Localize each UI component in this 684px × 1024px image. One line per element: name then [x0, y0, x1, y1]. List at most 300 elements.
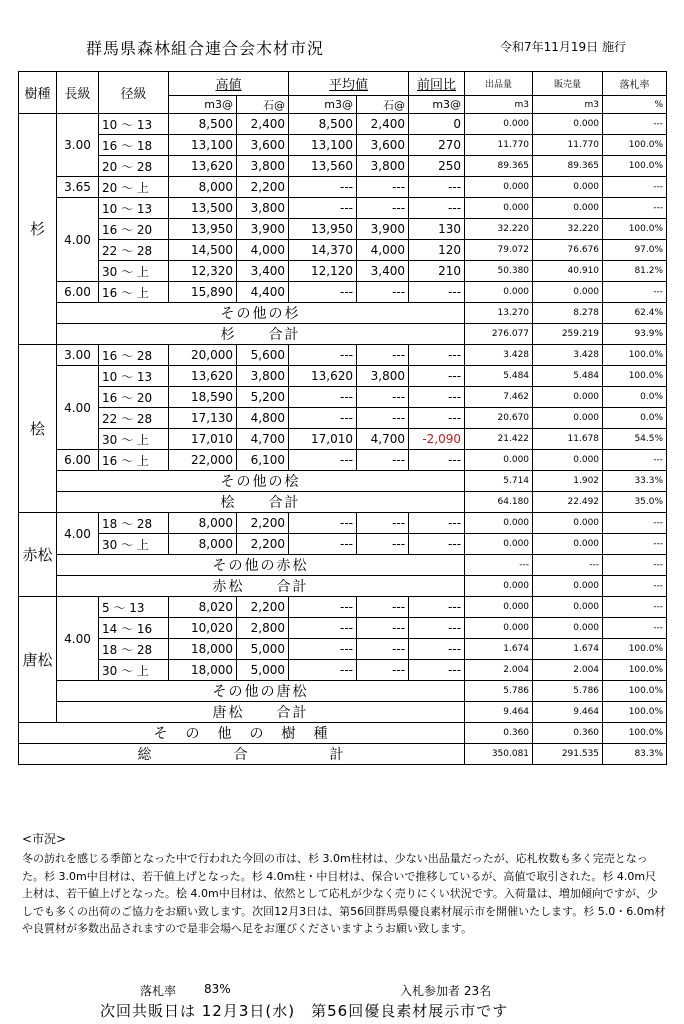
subtotal-row — [19, 576, 667, 597]
avg-m3-cell: --- — [289, 450, 357, 471]
subtotal-label: 赤松 合計 — [57, 576, 465, 597]
prev-cell: 250 — [409, 156, 465, 177]
other-label: その他の唐松 — [57, 681, 465, 702]
diameter-cell: 16 ～ 18 — [99, 135, 169, 156]
diameter-cell: 22 ～ 28 — [99, 408, 169, 429]
rate-cell: 100.0% — [603, 219, 667, 240]
diameter-cell: 16 ～ 20 — [99, 219, 169, 240]
prev-cell: --- — [409, 366, 465, 387]
avg-m3-cell: --- — [289, 177, 357, 198]
rate-cell: 100.0% — [603, 702, 667, 723]
sold-cell: --- — [533, 555, 603, 576]
rate-cell: 81.2% — [603, 261, 667, 282]
sold-cell: 32.220 — [533, 219, 603, 240]
high-koku-cell: 5,000 — [237, 660, 289, 681]
prev-cell: --- — [409, 408, 465, 429]
rate-cell: 100.0% — [603, 135, 667, 156]
shipped-cell: 0.360 — [465, 723, 533, 744]
prev-cell: --- — [409, 660, 465, 681]
sold-cell: 11.678 — [533, 429, 603, 450]
table-row — [19, 639, 667, 660]
subtotal-row — [19, 492, 667, 513]
high-koku-cell: 3,900 — [237, 219, 289, 240]
other-row — [19, 555, 667, 576]
high-m3-cell: 18,000 — [169, 639, 237, 660]
sold-cell: 76.676 — [533, 240, 603, 261]
high-koku-cell: 4,700 — [237, 429, 289, 450]
subtotal-label: 桧 合計 — [57, 492, 465, 513]
sold-cell: 0.360 — [533, 723, 603, 744]
avg-m3-cell: 13,100 — [289, 135, 357, 156]
sold-cell: 40.910 — [533, 261, 603, 282]
diameter-cell: 10 ～ 13 — [99, 366, 169, 387]
other-row — [19, 303, 667, 324]
rate-cell: 93.9% — [603, 324, 667, 345]
unit-high-koku: 石@ — [237, 96, 289, 114]
sold-cell: 89.365 — [533, 156, 603, 177]
shipped-cell: 0.000 — [465, 198, 533, 219]
table-row — [19, 408, 667, 429]
prev-cell: --- — [409, 513, 465, 534]
high-m3-cell: 13,500 — [169, 198, 237, 219]
table-row — [19, 156, 667, 177]
length-cell: 4.00 — [57, 198, 99, 282]
avg-koku-cell: 2,400 — [357, 114, 409, 135]
rate-cell: 100.0% — [603, 681, 667, 702]
prev-cell: -2,090 — [409, 429, 465, 450]
high-koku-cell: 3,800 — [237, 198, 289, 219]
shipped-cell: 9.464 — [465, 702, 533, 723]
rate-cell: 0.0% — [603, 387, 667, 408]
other-row — [19, 681, 667, 702]
table-row — [19, 387, 667, 408]
sold-cell: 5.484 — [533, 366, 603, 387]
other-label: その他の桧 — [57, 471, 465, 492]
avg-koku-cell: 3,800 — [357, 156, 409, 177]
high-m3-cell: 8,000 — [169, 534, 237, 555]
high-koku-cell: 5,600 — [237, 345, 289, 366]
sold-cell: 0.000 — [533, 513, 603, 534]
high-m3-cell: 20,000 — [169, 345, 237, 366]
shipped-cell: 0.000 — [465, 282, 533, 303]
high-m3-cell: 22,000 — [169, 450, 237, 471]
length-cell: 6.00 — [57, 450, 99, 471]
length-cell: 4.00 — [57, 366, 99, 450]
grand-total-row-label: 総 合 計 — [19, 744, 465, 765]
shipped-cell: 0.000 — [465, 513, 533, 534]
high-koku-cell: 5,000 — [237, 639, 289, 660]
shipped-cell: 3.428 — [465, 345, 533, 366]
rate-cell: --- — [603, 618, 667, 639]
shipped-cell: 11.770 — [465, 135, 533, 156]
sold-cell: 22.492 — [533, 492, 603, 513]
shipped-cell: 0.000 — [465, 450, 533, 471]
high-koku-cell: 2,800 — [237, 618, 289, 639]
high-m3-cell: 15,890 — [169, 282, 237, 303]
prev-cell: --- — [409, 618, 465, 639]
avg-m3-cell: 8,500 — [289, 114, 357, 135]
diameter-cell: 16 ～ 上 — [99, 282, 169, 303]
auction-date: 令和7年11月19日 施行 — [500, 40, 626, 54]
avg-koku-cell: 3,900 — [357, 219, 409, 240]
header-species: 樹種 — [19, 72, 57, 114]
sold-cell: 0.000 — [533, 387, 603, 408]
avg-m3-cell: 17,010 — [289, 429, 357, 450]
grand-total-row — [19, 744, 667, 765]
prev-cell: --- — [409, 597, 465, 618]
diameter-cell: 22 ～ 28 — [99, 240, 169, 261]
diameter-cell: 30 ～ 上 — [99, 534, 169, 555]
avg-koku-cell: --- — [357, 345, 409, 366]
sold-cell: 0.000 — [533, 177, 603, 198]
avg-m3-cell: --- — [289, 408, 357, 429]
length-cell: 4.00 — [57, 513, 99, 555]
header-prev: 前回比 — [409, 72, 465, 96]
high-koku-cell: 4,800 — [237, 408, 289, 429]
avg-koku-cell: --- — [357, 450, 409, 471]
sold-cell: 0.000 — [533, 282, 603, 303]
avg-m3-cell: --- — [289, 597, 357, 618]
table-row — [19, 597, 667, 618]
high-koku-cell: 3,400 — [237, 261, 289, 282]
avg-koku-cell: --- — [357, 387, 409, 408]
high-m3-cell: 13,620 — [169, 366, 237, 387]
prev-cell: --- — [409, 450, 465, 471]
footer-rate-label: 落札率 — [140, 984, 177, 998]
rate-cell: 100.0% — [603, 345, 667, 366]
prev-cell: --- — [409, 534, 465, 555]
sold-cell: 0.000 — [533, 618, 603, 639]
diameter-cell: 30 ～ 上 — [99, 429, 169, 450]
shipped-cell: 21.422 — [465, 429, 533, 450]
shipped-cell: 32.220 — [465, 219, 533, 240]
rate-cell: 100.0% — [603, 660, 667, 681]
shipped-cell: 0.000 — [465, 576, 533, 597]
table-row — [19, 219, 667, 240]
rate-cell: 62.4% — [603, 303, 667, 324]
high-koku-cell: 5,200 — [237, 387, 289, 408]
shipped-cell: 0.000 — [465, 618, 533, 639]
rate-cell: 100.0% — [603, 366, 667, 387]
subtotal-row — [19, 324, 667, 345]
rate-cell: 100.0% — [603, 723, 667, 744]
rate-cell: 35.0% — [603, 492, 667, 513]
shipped-cell: 276.077 — [465, 324, 533, 345]
diameter-cell: 14 ～ 16 — [99, 618, 169, 639]
high-m3-cell: 8,500 — [169, 114, 237, 135]
sold-cell: 1.902 — [533, 471, 603, 492]
shipped-cell: 89.365 — [465, 156, 533, 177]
avg-koku-cell: --- — [357, 513, 409, 534]
rate-cell: --- — [603, 282, 667, 303]
prev-cell: --- — [409, 639, 465, 660]
high-m3-cell: 17,130 — [169, 408, 237, 429]
avg-m3-cell: 13,950 — [289, 219, 357, 240]
shipped-cell: 20.670 — [465, 408, 533, 429]
high-m3-cell: 8,020 — [169, 597, 237, 618]
avg-koku-cell: --- — [357, 597, 409, 618]
subtotal-label: 唐松 合計 — [57, 702, 465, 723]
rate-cell: --- — [603, 513, 667, 534]
sold-cell: 3.428 — [533, 345, 603, 366]
subtotal-row — [19, 702, 667, 723]
diameter-cell: 16 ～ 20 — [99, 387, 169, 408]
sold-cell: 9.464 — [533, 702, 603, 723]
high-m3-cell: 18,590 — [169, 387, 237, 408]
market-report — [22, 831, 666, 937]
prev-cell: --- — [409, 177, 465, 198]
diameter-cell: 10 ～ 13 — [99, 198, 169, 219]
table-row — [19, 534, 667, 555]
avg-koku-cell: 3,400 — [357, 261, 409, 282]
high-koku-cell: 2,200 — [237, 513, 289, 534]
prev-cell: 120 — [409, 240, 465, 261]
high-m3-cell: 17,010 — [169, 429, 237, 450]
shipped-cell: 79.072 — [465, 240, 533, 261]
table-row — [19, 429, 667, 450]
high-m3-cell: 18,000 — [169, 660, 237, 681]
sold-cell: 8.278 — [533, 303, 603, 324]
table-row — [19, 513, 667, 534]
rate-cell: 33.3% — [603, 471, 667, 492]
prev-cell: --- — [409, 282, 465, 303]
table-row — [19, 198, 667, 219]
avg-koku-cell: 4,000 — [357, 240, 409, 261]
species-cell: 唐松 — [19, 597, 57, 723]
avg-koku-cell: 3,800 — [357, 366, 409, 387]
rate-cell: --- — [603, 534, 667, 555]
diameter-cell: 30 ～ 上 — [99, 261, 169, 282]
rate-cell: 97.0% — [603, 240, 667, 261]
rate-cell: --- — [603, 450, 667, 471]
avg-m3-cell: 12,120 — [289, 261, 357, 282]
species-cell: 桧 — [19, 345, 57, 513]
table-row — [19, 450, 667, 471]
footer-bidders: 入札参加者 23名 — [400, 984, 492, 998]
avg-koku-cell: 3,600 — [357, 135, 409, 156]
avg-m3-cell: --- — [289, 345, 357, 366]
shipped-cell: 7.462 — [465, 387, 533, 408]
prev-cell: 210 — [409, 261, 465, 282]
unit-sold: m3 — [533, 96, 603, 114]
avg-koku-cell: --- — [357, 408, 409, 429]
length-cell: 3.00 — [57, 114, 99, 177]
rate-cell: 100.0% — [603, 639, 667, 660]
diameter-cell: 10 ～ 13 — [99, 114, 169, 135]
avg-m3-cell: 13,560 — [289, 156, 357, 177]
avg-m3-cell: --- — [289, 618, 357, 639]
high-m3-cell: 14,500 — [169, 240, 237, 261]
unit-prev: m3@ — [409, 96, 465, 114]
header-avg: 平均値 — [289, 72, 409, 96]
avg-m3-cell: 14,370 — [289, 240, 357, 261]
header-sold: 販売量 — [533, 72, 603, 96]
rate-cell: --- — [603, 114, 667, 135]
diameter-cell: 16 ～ 28 — [99, 345, 169, 366]
other-species-row-label: そ の 他 の 樹 種 — [19, 723, 465, 744]
sold-cell: 0.000 — [533, 114, 603, 135]
table-row — [19, 282, 667, 303]
avg-koku-cell: --- — [357, 282, 409, 303]
shipped-cell: 50.380 — [465, 261, 533, 282]
avg-koku-cell: --- — [357, 618, 409, 639]
rate-cell: 100.0% — [603, 156, 667, 177]
avg-koku-cell: --- — [357, 639, 409, 660]
table-row — [19, 660, 667, 681]
high-koku-cell: 2,200 — [237, 597, 289, 618]
table-row — [19, 135, 667, 156]
diameter-cell: 5 ～ 13 — [99, 597, 169, 618]
avg-m3-cell: --- — [289, 387, 357, 408]
avg-m3-cell: 13,620 — [289, 366, 357, 387]
sold-cell: 11.770 — [533, 135, 603, 156]
shipped-cell: 2.004 — [465, 660, 533, 681]
header-diameter: 径級 — [99, 72, 169, 114]
rate-cell: --- — [603, 576, 667, 597]
shipped-cell: 0.000 — [465, 114, 533, 135]
shipped-cell: 0.000 — [465, 597, 533, 618]
rate-cell: --- — [603, 597, 667, 618]
length-cell: 4.00 — [57, 597, 99, 681]
sold-cell: 5.786 — [533, 681, 603, 702]
sold-cell: 2.004 — [533, 660, 603, 681]
species-cell: 杉 — [19, 114, 57, 345]
unit-high-m3: m3@ — [169, 96, 237, 114]
high-koku-cell: 3,600 — [237, 135, 289, 156]
shipped-cell: 0.000 — [465, 534, 533, 555]
high-koku-cell: 2,400 — [237, 114, 289, 135]
high-koku-cell: 2,200 — [237, 534, 289, 555]
length-cell: 3.65 — [57, 177, 99, 198]
prev-cell: --- — [409, 387, 465, 408]
table-row — [19, 366, 667, 387]
avg-koku-cell: --- — [357, 534, 409, 555]
diameter-cell: 20 ～ 28 — [99, 156, 169, 177]
unit-avg-m3: m3@ — [289, 96, 357, 114]
table-row — [19, 114, 667, 135]
subtotal-label: 杉 合計 — [57, 324, 465, 345]
sold-cell: 291.535 — [533, 744, 603, 765]
table-row — [19, 261, 667, 282]
high-koku-cell: 3,800 — [237, 156, 289, 177]
market-text: 冬の訪れを感じる季節となった中で行われた今回の市は、杉 3.0m柱材は、少ない出品量だったが、応札枚数も多く完売となった。杉 3.0m中目材は、若干値上げとなった。杉 4.0m柱・中目材は、保合いで推移しているが、高値で取引された。杉 4.0m尺上材は、若干値上げとなった。桧 4.0m中目材は、依然として応札が少なく売りにくい状況です。入荷量は、増加傾向ですが、少しでも多くの出荷のご協力をお願い致します。次回12月3日は、第56回群馬県優良素材展示市を開催いたします。杉 5.0・6.0m材や良質材が多数出品されますので是非会場へ足をお運びくださいますようお願い致します。 — [22, 852, 666, 936]
avg-koku-cell: --- — [357, 198, 409, 219]
high-m3-cell: 8,000 — [169, 177, 237, 198]
shipped-cell: 1.674 — [465, 639, 533, 660]
page-title: 群馬県森林組合連合会木材市況 — [86, 39, 325, 58]
diameter-cell: 20 ～ 上 — [99, 177, 169, 198]
avg-koku-cell: 4,700 — [357, 429, 409, 450]
shipped-cell: 5.714 — [465, 471, 533, 492]
shipped-cell: 64.180 — [465, 492, 533, 513]
high-m3-cell: 10,020 — [169, 618, 237, 639]
table-row — [19, 345, 667, 366]
market-heading: <市況> — [22, 832, 67, 846]
length-cell: 6.00 — [57, 282, 99, 303]
shipped-cell: 13.270 — [465, 303, 533, 324]
avg-m3-cell: --- — [289, 198, 357, 219]
length-cell: 3.00 — [57, 345, 99, 366]
unit-avg-koku: 石@ — [357, 96, 409, 114]
rate-cell: --- — [603, 177, 667, 198]
sold-cell: 0.000 — [533, 597, 603, 618]
rate-cell: 83.3% — [603, 744, 667, 765]
footer-next-auction: 次回共販日は 12月3日(水) 第56回優良素材展示市です — [100, 1002, 509, 1020]
high-m3-cell: 13,100 — [169, 135, 237, 156]
sold-cell: 0.000 — [533, 576, 603, 597]
sold-cell: 0.000 — [533, 450, 603, 471]
shipped-cell: 5.484 — [465, 366, 533, 387]
high-koku-cell: 4,000 — [237, 240, 289, 261]
avg-m3-cell: --- — [289, 534, 357, 555]
shipped-cell: --- — [465, 555, 533, 576]
sold-cell: 0.000 — [533, 198, 603, 219]
high-koku-cell: 2,200 — [237, 177, 289, 198]
diameter-cell: 18 ～ 28 — [99, 513, 169, 534]
prev-cell: 270 — [409, 135, 465, 156]
avg-m3-cell: --- — [289, 282, 357, 303]
table-row — [19, 240, 667, 261]
unit-rate: % — [603, 96, 667, 114]
high-m3-cell: 12,320 — [169, 261, 237, 282]
avg-m3-cell: --- — [289, 639, 357, 660]
high-koku-cell: 3,800 — [237, 366, 289, 387]
table-row — [19, 177, 667, 198]
high-koku-cell: 4,400 — [237, 282, 289, 303]
species-cell: 赤松 — [19, 513, 57, 597]
shipped-cell: 350.081 — [465, 744, 533, 765]
other-species-row — [19, 723, 667, 744]
high-koku-cell: 6,100 — [237, 450, 289, 471]
diameter-cell: 30 ～ 上 — [99, 660, 169, 681]
sold-cell: 0.000 — [533, 408, 603, 429]
high-m3-cell: 13,620 — [169, 156, 237, 177]
prev-cell: --- — [409, 345, 465, 366]
prev-cell: 130 — [409, 219, 465, 240]
rate-cell: --- — [603, 198, 667, 219]
header-rate: 落札率 — [603, 72, 667, 96]
prev-cell: 0 — [409, 114, 465, 135]
avg-koku-cell: --- — [357, 660, 409, 681]
avg-m3-cell: --- — [289, 513, 357, 534]
other-label: その他の杉 — [57, 303, 465, 324]
price-table — [18, 71, 667, 765]
diameter-cell: 18 ～ 28 — [99, 639, 169, 660]
sold-cell: 1.674 — [533, 639, 603, 660]
avg-koku-cell: --- — [357, 177, 409, 198]
other-row — [19, 471, 667, 492]
footer-rate-value: 83% — [204, 982, 231, 996]
unit-shipped: m3 — [465, 96, 533, 114]
header-high: 高値 — [169, 72, 289, 96]
header-length: 長級 — [57, 72, 99, 114]
sold-cell: 259.219 — [533, 324, 603, 345]
diameter-cell: 16 ～ 上 — [99, 450, 169, 471]
header-shipped: 出品量 — [465, 72, 533, 96]
rate-cell: --- — [603, 555, 667, 576]
shipped-cell: 5.786 — [465, 681, 533, 702]
prev-cell: --- — [409, 198, 465, 219]
high-m3-cell: 13,950 — [169, 219, 237, 240]
avg-m3-cell: --- — [289, 660, 357, 681]
rate-cell: 0.0% — [603, 408, 667, 429]
table-row — [19, 618, 667, 639]
high-m3-cell: 8,000 — [169, 513, 237, 534]
shipped-cell: 0.000 — [465, 177, 533, 198]
rate-cell: 54.5% — [603, 429, 667, 450]
sold-cell: 0.000 — [533, 534, 603, 555]
other-label: その他の赤松 — [57, 555, 465, 576]
